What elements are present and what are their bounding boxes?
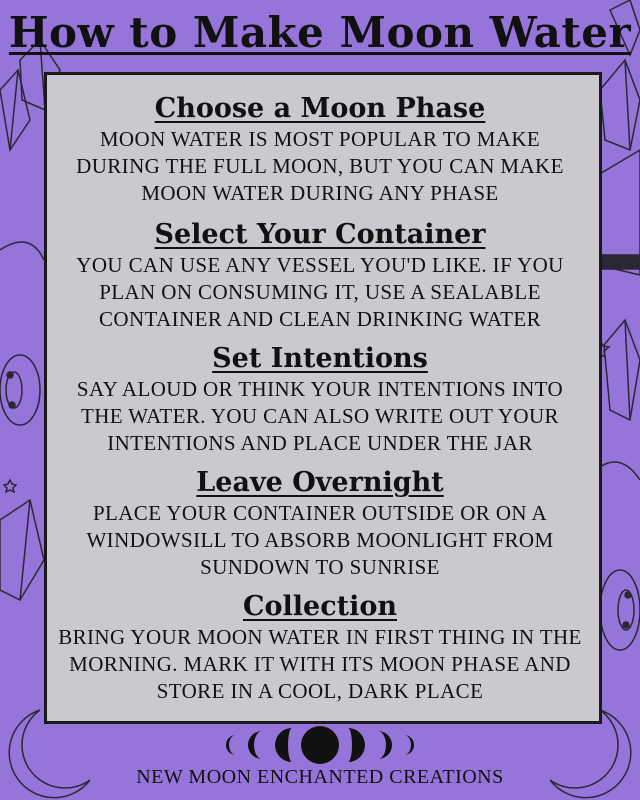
section-choose-moon-phase — [0, 92, 640, 207]
body-line: SAY ALOUD OR THINK YOUR INTENTIONS INTO — [76, 377, 564, 401]
body-line: CONTAINER AND CLEAN DRINKING WATER — [98, 307, 541, 331]
body-line: WINDOWSILL TO ABSORB MOONLIGHT FROM — [86, 528, 554, 552]
body-line: MOON WATER IS MOST POPULAR TO MAKE — [99, 127, 541, 151]
section-body — [0, 126, 640, 207]
body-line: INTENTIONS AND PLACE UNDER THE JAR — [107, 431, 533, 455]
body-line: YOU CAN USE ANY VESSEL YOU'D LIKE. IF YOU — [76, 253, 564, 277]
section-body — [0, 624, 640, 705]
section-select-container — [0, 218, 640, 333]
body-line: BRING YOUR MOON WATER IN FIRST THING IN THE — [58, 625, 582, 649]
section-heading: Select Your Container — [154, 219, 486, 250]
body-line: MOON WATER DURING ANY PHASE — [141, 181, 499, 205]
section-leave-overnight — [0, 466, 640, 581]
body-line: SUNDOWN TO SUNRISE — [200, 555, 440, 579]
body-line: PLACE YOUR CONTAINER OUTSIDE OR ON A — [92, 501, 548, 525]
section-heading: Choose a Moon Phase — [154, 93, 486, 124]
section-body — [0, 500, 640, 581]
body-line: MORNING. MARK IT WITH ITS MOON PHASE AND — [69, 652, 571, 676]
moon-phases-icon — [0, 724, 640, 766]
body-line: STORE IN A COOL, DARK PLACE — [156, 679, 484, 703]
body-line: DURING THE FULL MOON, BUT YOU CAN MAKE — [76, 154, 564, 178]
page-title: How to Make Moon Water — [8, 8, 632, 57]
footer-brand: NEW MOON ENCHANTED CREATIONS — [136, 766, 504, 788]
section-heading: Leave Overnight — [196, 467, 444, 498]
section-collection — [0, 590, 640, 705]
section-heading: Set Intentions — [212, 343, 428, 374]
body-line: PLAN ON CONSUMING IT, USE A SEALABLE — [99, 280, 541, 304]
section-heading: Collection — [243, 591, 397, 622]
section-body — [0, 252, 640, 333]
section-set-intentions — [0, 342, 640, 457]
body-line: THE WATER. YOU CAN ALSO WRITE OUT YOUR — [81, 404, 559, 428]
section-body — [0, 376, 640, 457]
